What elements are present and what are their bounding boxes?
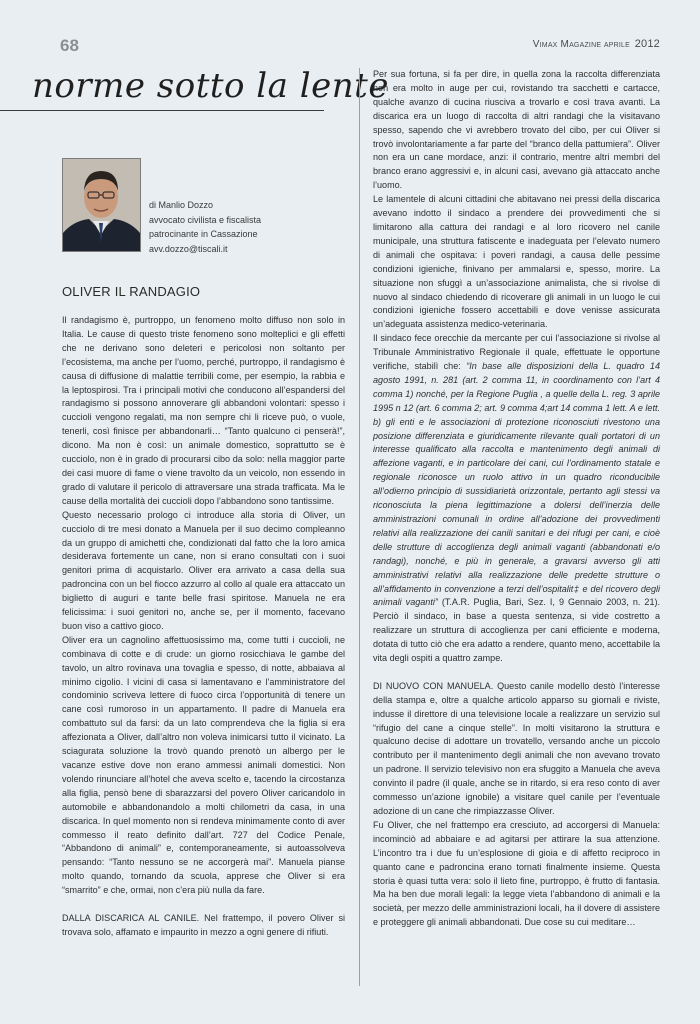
- issue-year: 2012: [634, 38, 660, 50]
- magazine-masthead: [533, 38, 660, 50]
- author-name: di Manlio Dozzo: [149, 200, 214, 210]
- author-portrait-icon: [62, 158, 141, 252]
- title-underline: [0, 110, 324, 111]
- issue-month: aprile: [603, 39, 631, 50]
- article-right-column: [373, 68, 660, 930]
- column-divider: [359, 68, 360, 986]
- magazine-prefix: V: [532, 39, 540, 50]
- author-profession: avvocato civilista e fiscalista: [149, 214, 262, 225]
- article-paragraph: Per sua fortuna, si fa per dire, in quella zona la raccolta differenziata non era molto in auge per cui, rovistando tra sacchetti e cartacce, qualche avanzo di cucina riusciva a trovarlo e così trava avanti. La discarica era un luogo di raccolta di altri randagi che la visitavano spesso, sapendo che vi avrebbero trovato del cibo, per cui Oliver si trovò involontariamente a far parte del “branco della pattumiera”. Oliver non era un cane mordace, anzi: il contrario, mentre altri membri del branco erano aggressivi e, in alcuni casi, avevano già attaccato anche l’uomo.: [373, 69, 660, 191]
- author-email[interactable]: avv.dozzo@tiscali.it: [149, 243, 228, 254]
- article-paragraph: Il randagismo è, purtroppo, un fenomeno molto diffuso non solo in Italia. Le cause di questo triste fenomeno sono molteplici e gli effetti che ne derivano sono deleteri e pericolosi non soltanto per l’ecosistema, ma anche per l’uomo, perché, purtroppo, il randagismo è causa di diffusione di malattie terribili come, per esempio, la rabbia e la leptospirosi. Tra i principali motivi che conducono all’espandersi del randagismo si possono annoverare gli abbandoni volontari: spesso i cuccioli vengono regalati, ma non sempre chi li riceve può, o vuole, tenerli, così finisce per abbandonarli… “Tanto qualcuno ci penserà!”, dicono. Ma non è così: un animale domestico, soprattutto se è cucciolo, non è in grado di procurarsi cibo da solo: nella maggior parte dei casi muore di fame o viene travolto da un veicolo, non essendo in grado di valutare il pericolo di attraversare una strada trafficata. Ma le cause della mortalità dei cuccioli dopo l’abbandono sono tantissime.: [62, 315, 345, 506]
- article-paragraph: Questo necessario prologo ci introduce alla storia di Oliver, un cucciolo di tre mesi donato a Manuela per il suo decimo compleanno da un gruppo di amichetti che, condizionati dal fatto che la loro amica desiderava fortemente un cane, non si erano consultati con i suoi genitori prima di acquistarlo. Oliver era arrivato a casa della sua padroncina con un bel fiocco azzurro al collo al quale era attaccato un biglietto di auguri e tante belle frasi spiritose. Manuela ne era felicissima: i suoi genitori no, anche se, per il momento, facevano buon viso a cattivo gioco.: [62, 509, 345, 631]
- article-paragraph: DI NUOVO CON MANUELA. Questo canile modello destò l’interesse della stampa e, oltre a qualche articolo apparso su giornali e riviste, indusse il direttore di una televisione locale a realizzare un servizio sul “rifugio del cane a cinque stelle”. In molti visitarono la struttura e qualcuno decise di adottare un trovatello, versando anche un piccolo contributo per il mantenimento degli animali che non avevano trovato un padrone. Il servizio televisivo non era sfuggito a Manuela che aveva convinto il padre (il quale, anche se in ritardo, si era reso conto di aver commesso un’azione ignobile) a visitare quel canile per l’eventuale adozione di un cane che rimpiazzasse Oliver.: [373, 680, 660, 817]
- article-left-column: [62, 314, 345, 940]
- article-paragraph: Fu Oliver, che nel frattempo era cresciuto, ad accorgersi di Manuela: incominciò ad abbaiare e ad agitarsi per attirare la sua attenzione. L’incontro tra i due fu un’esplosione di gioia e di affetto reciproco in quanto cane e padroncina erano tornati finalmente insieme. Questa storia è quasi tutta vera: solo il lieto fine, purtroppo, è frutto di fantasia. Ma ha ben due morali legali: la legge vieta l’abbandono di animali e la società, per mezzo delle amministrazioni locali, ha il dovere di assistere e proteggere gli animali abbandonati. Due cose su cui meditare…: [373, 819, 660, 928]
- article-paragraph: DALLA DISCARICA AL CANILE. Nel frattempo, il povero Oliver si trovava solo, affamato e impaurito in mezzo a ogni genere di rifiuti.: [62, 912, 345, 937]
- article-paragraph: Le lamentele di alcuni cittadini che abitavano nei pressi della discarica avevano indotto il sindaco a prendere dei provvedimenti che si limitarono alla cattura dei randagi e al loro ricovero nel canile municipale, una struttura fatiscente e inadeguata per l’elevato numero di animali che ospitava: i poveri randagi, a causa delle pessime condizioni igieniche, finivano per ammalarsi e, spesso, morire. La situazione non sfuggì a un’associazione animalista, che si rivolse di nuovo al sindaco chiedendo di ricoverare gli animali in un luogo le cui condizioni igieniche fossero accettabili e dove venisse assicurata un’adeguata assistenza medico-veterinaria.: [373, 194, 660, 330]
- article-paragraph: Oliver era un cagnolino affettuosissimo ma, come tutti i cuccioli, ne combinava di cotte e di crude: un giorno rosicchiava le gambe del tavolo, un altro rovinava una tovaglia e spesso, di notte, abbaiava al minimo cigolio. I vicini di casa si lamentavano e l’amministratore del condominio scriveva lettere di fuoco circa l’opportunità di tenere un cane così rumoroso in un appartamento. Il padre di Manuela era combattuto sul da farsi: da un lato comprendeva che la figlia si era affezionata a Oliver, dall’altro non voleva inimicarsi tutto il vicinato. La sciagurata soluzione la trovò quando prenotò un albergo per le vacanze estive dove non erano ammessi animali domestici. Non volendo rinunciare all’hotel che aveva scelto e, tacendo la circostanza alla figlia, pensò bene di sbarazzarsi del povero Oliver caricandolo in automobile e abbandonandolo a molti chilometri da casa, in una discarica. In quel momento non si rendeva minimamente conto di aver commesso il reato definito dall’art. 727 del Codice Penale, “Abbandono di animali” e, contemporaneamente, si autoassolveva pensando: “Tanto nessuno se ne accorgerà mai”. Manuela pianse molto quando, tornando da scuola, apprese che Oliver si era “smarrito” e che, ormai, non c’era più nulla da fare.: [62, 634, 345, 896]
- page-number: 68: [60, 36, 79, 55]
- author-qualification: patrocinante in Cassazione: [149, 229, 258, 239]
- ruling-quote: “In base alle disposizioni della L. quadro 14 agosto 1991, n. 281 (art. 2 comma 11, in coordinamento con l’art 4 comma 1) nonché, per la Regione Puglia , a quelle della L. reg. 3 aprile 1995 n 12 (art. 6 comma 2; art. 9 comma 4;art 14 comma 1 lett. A e lett. b) gli enti e le associazioni di protezione riconosciuti rivestono una posizione differenziata e giuridicamente rilevante quali portatori di un interesse qualificato alla raccolta e mantenimento degli animali di affezione vaganti, e in particolare dei cani, cui l’ordinamento statale e regionale riconosce un ruolo attivo in un quadro riconducibile all’odierno principio di sussidiarietà orizzontale, pertanto agli stessi va riconosciuta la piena legittimazione a dolersi dell’inerzia delle amministrazioni comunali in ordine all’adozione dei provvedimenti relativi alla realizzazione dei canili sanitari e dei rifugi per cani, e cioè delle strutture di accoglienza degli animali vaganti (abbandonati e/o randagi), nonché, e più in generale, a gravarsi avverso gli atti amministrativi relativi alla realizzazione delle predette strutture o all’affidamento in convenzione a terzi dell’ospitalit‡ e del ricovero degli animali vaganti”: [373, 361, 660, 608]
- article-paragraph-court-ruling: [373, 332, 660, 666]
- magazine-brand: imax Magazine: [539, 39, 602, 50]
- author-byline: [149, 198, 261, 256]
- ruling-intro: Il sindaco fece orecchie da mercante per cui l’associazione si rivolse al Tribunale Amministrativo Regionale il quale, effettuate le opportune verifiche, stabilì che:: [373, 333, 660, 372]
- article-title: OLIVER IL RANDAGIO: [62, 284, 201, 299]
- ruling-conclusion: (T.A.R. Puglia, Bari, Sez. I, 9 Gennaio 2003, n. 21). Perciò il sindaco, in base a questa sentenza, si vide costretto a realizzare un struttura di accoglienza per cani efficiente e moderna, dotata di tutto ciò che era adatto a rendere, quanto meno, accettabile la vita degli ospiti a quattro zampe.: [373, 597, 660, 664]
- section-title: norme sotto la lente: [32, 66, 389, 106]
